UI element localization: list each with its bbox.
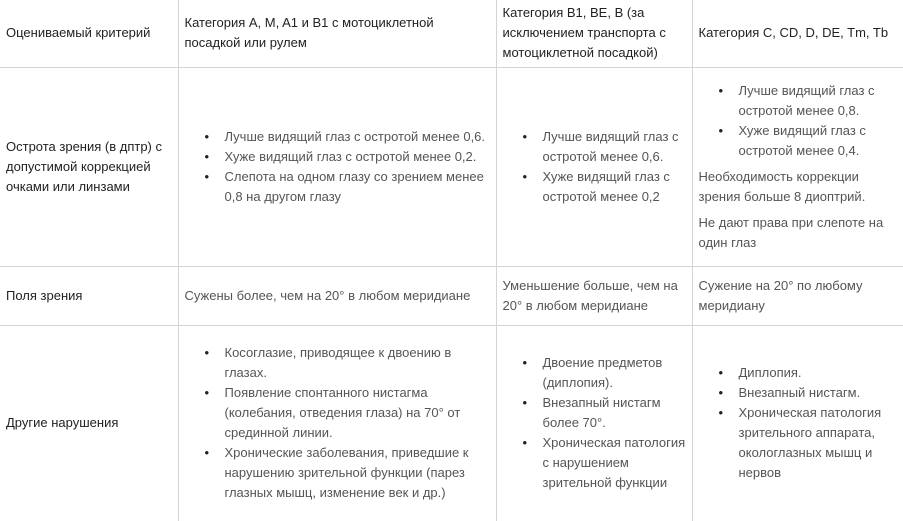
list-item: • Появление спонтанного нистагма (колебания, отведения глаза) на 70° от срединной линии. (185, 383, 490, 443)
list-item: • Внезапный нистагм. (699, 383, 898, 403)
list-item: • Хроническая патология зрительного аппарата, окологлазных мышц и нервов (699, 403, 898, 483)
other-category-c (692, 325, 903, 521)
list-item: • Хуже видящий глаз с остротой менее 0,4. (699, 121, 898, 161)
fields-category-c: Сужение на 20° по любому меридиану (692, 266, 903, 325)
acuity-category-c (692, 67, 903, 266)
header-category-a: Категория A, M, A1 и B1 с мотоциклетной посадкой или рулем (178, 0, 496, 67)
acuity-category-a (178, 67, 496, 266)
other-category-c-list (699, 363, 898, 483)
list-item: • Лучше видящий глаз с остротой менее 0,6. (503, 127, 686, 167)
other-category-a (178, 325, 496, 521)
list-item: • Хроническая патология с нарушением зрительной функции (503, 433, 686, 493)
fields-category-b: Уменьшение больше, чем на 20° в любом меридиане (496, 266, 692, 325)
acuity-category-b (496, 67, 692, 266)
criterion-fields: Поля зрения (0, 266, 178, 325)
list-item: • Косоглазие, приводящее к двоению в глазах. (185, 343, 490, 383)
acuity-category-b-list (503, 127, 686, 207)
list-item: • Хронические заболевания, приведшие к нарушению зрительной функции (парез глазных мышц, изменение век и др.) (185, 443, 490, 503)
list-item: • Хуже видящий глаз с остротой менее 0,2 (503, 167, 686, 207)
other-category-a-list (185, 343, 490, 503)
fields-category-a: Сужены более, чем на 20° в любом меридиане (178, 266, 496, 325)
table-row-other (0, 325, 903, 521)
acuity-category-c-note-correction: Необходимость коррекции зрения больше 8 диоптрий. (698, 168, 866, 204)
table-row-fields (0, 266, 903, 325)
acuity-category-c-list (699, 81, 898, 161)
other-category-b-list (503, 353, 686, 493)
criterion-acuity: Острота зрения (в дптр) с допустимой коррекцией очками или линзами (0, 67, 178, 266)
table-header-row (0, 0, 903, 67)
header-category-c: Категория C, CD, D, DE, Tm, Tb (692, 0, 903, 67)
other-category-b (496, 325, 692, 521)
acuity-category-c-note-blindness: Не дают права при слепоте на один глаз (698, 214, 884, 250)
header-criterion: Оцениваемый критерий (0, 0, 178, 67)
header-category-b: Категория B1, BE, B (за исключением транспорта с мотоциклетной посадкой) (496, 0, 692, 67)
acuity-category-a-list (185, 127, 490, 207)
table-row-acuity (0, 67, 903, 266)
list-item: • Двоение предметов (диплопия). (503, 353, 686, 393)
list-item: • Внезапный нистагм более 70°. (503, 393, 686, 433)
list-item: • Лучше видящий глаз с остротой менее 0,8. (699, 81, 898, 121)
list-item: • Слепота на одном глазу со зрением менее 0,8 на другом глазу (185, 167, 490, 207)
criterion-other: Другие нарушения (0, 325, 178, 521)
list-item: • Диплопия. (699, 363, 898, 383)
list-item: • Хуже видящий глаз с остротой менее 0,2. (185, 147, 490, 167)
list-item: • Лучше видящий глаз с остротой менее 0,6. (185, 127, 490, 147)
